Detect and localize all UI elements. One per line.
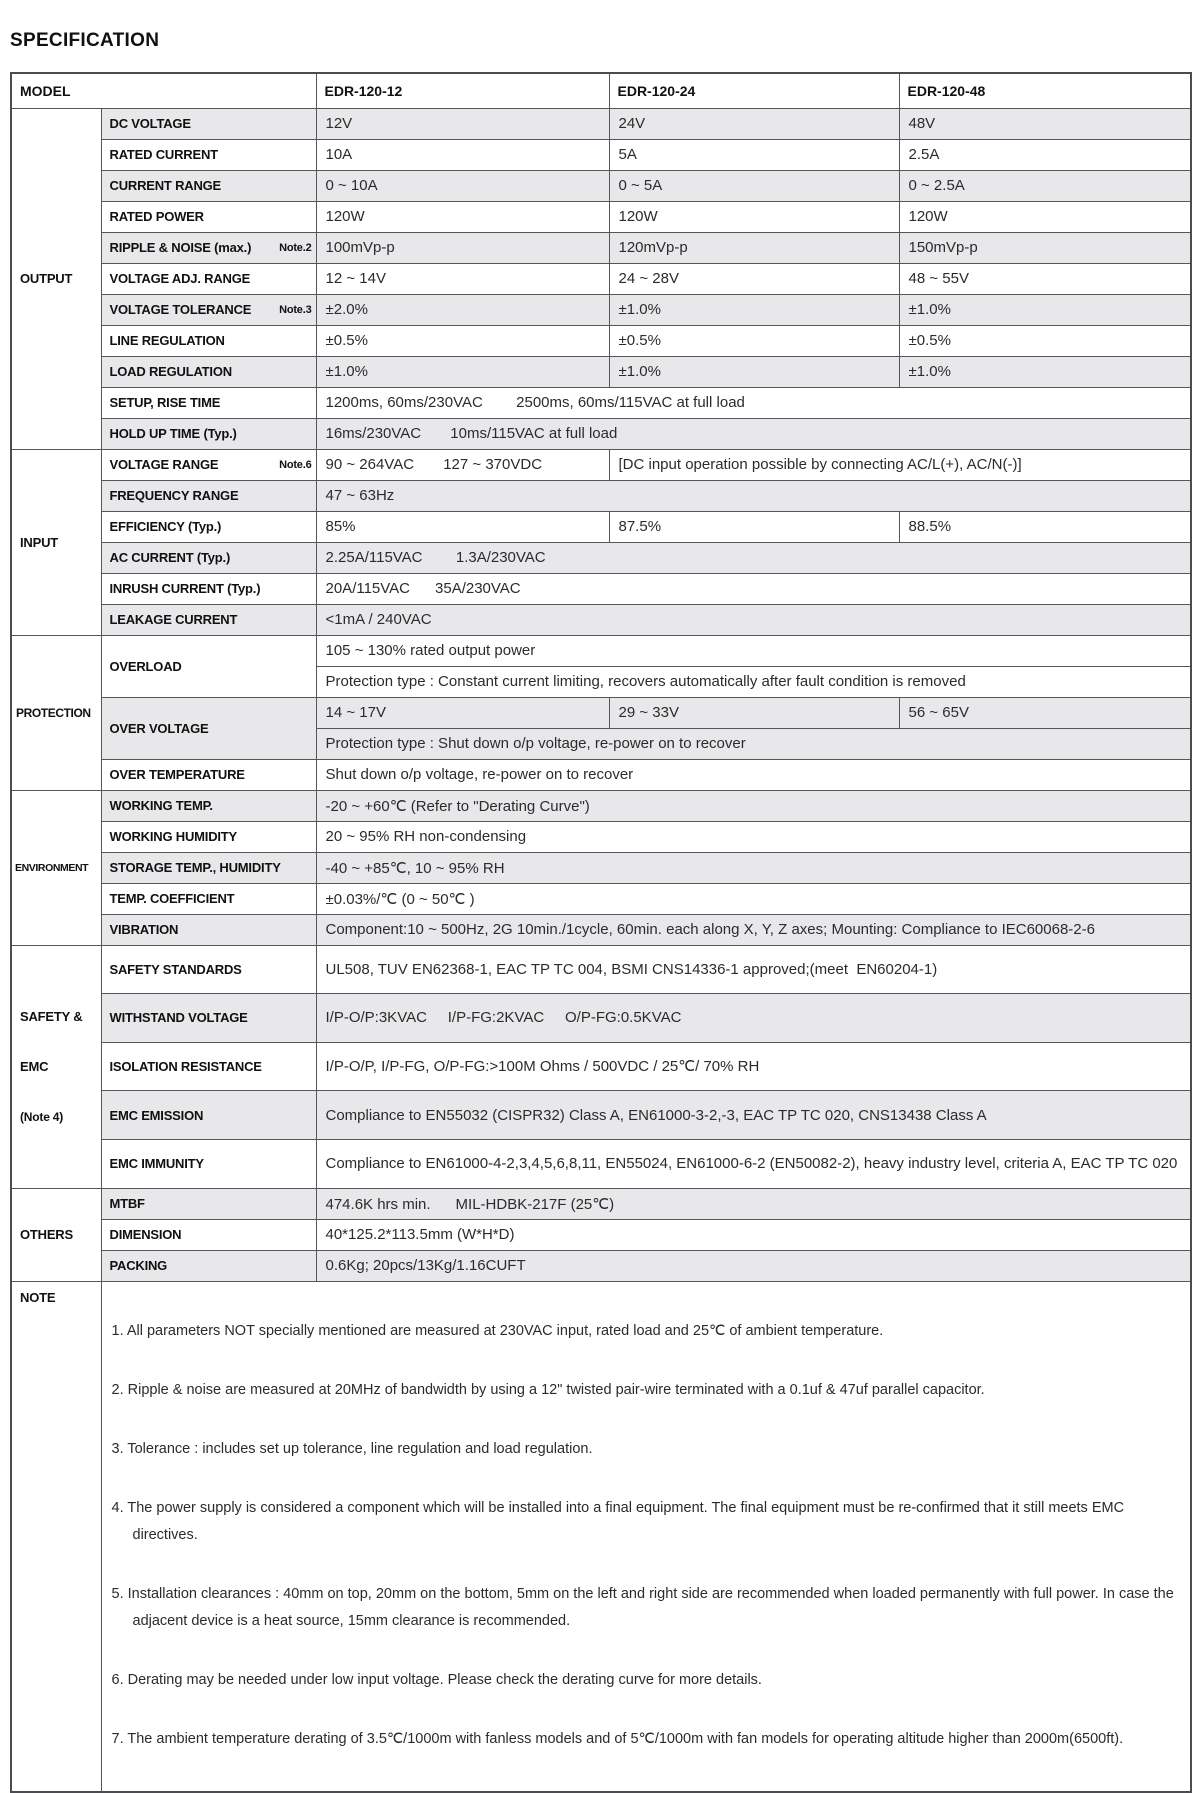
safety-emc-label: SAFETY & EMC (Note 4) (20, 1008, 83, 1124)
group-output: OUTPUT (11, 108, 101, 449)
row-ac-current (11, 542, 1191, 573)
group-environment: ENVIRONMENT (11, 790, 101, 945)
cell-value: 24 ~ 28V (609, 263, 899, 294)
label-ripple-noise: Note.2 RIPPLE & NOISE (max.) (101, 232, 316, 263)
note-ref: Note.6 (279, 459, 312, 471)
note-item-2: 2. Ripple & noise are measured at 20MHz of bandwidth by using a 12" twisted pair-wire terminated with a 0.1uf & 47uf parallel capacitor. (111, 1381, 985, 1398)
row-dimension (11, 1219, 1191, 1250)
label-efficiency: EFFICIENCY (Typ.) (101, 511, 316, 542)
label-dimension: DIMENSION (101, 1219, 316, 1250)
cell-value: 29 ~ 33V (609, 697, 899, 728)
cell-value: 120W (609, 201, 899, 232)
row-current-range (11, 170, 1191, 201)
label-overload: OVERLOAD (101, 635, 316, 697)
row-ripple-noise (11, 232, 1191, 263)
group-safety-emc (11, 945, 101, 1188)
cell-value: I/P-O/P:3KVAC I/P-FG:2KVAC O/P-FG:0.5KVAC (316, 994, 1191, 1043)
row-rated-power (11, 201, 1191, 232)
row-mtbf (11, 1188, 1191, 1219)
row-efficiency (11, 511, 1191, 542)
label-working-temp: WORKING TEMP. (101, 790, 316, 821)
label-emc-immunity: EMC IMMUNITY (101, 1139, 316, 1188)
group-input: INPUT (11, 449, 101, 635)
note-ref: Note.3 (279, 304, 312, 316)
cell-value: 20 ~ 95% RH non-condensing (316, 821, 1191, 852)
row-inrush-current (11, 573, 1191, 604)
cell-value: ±0.03%/℃ (0 ~ 50℃ ) (316, 883, 1191, 914)
cell-value: 0 ~ 10A (316, 170, 609, 201)
row-safety-standards (11, 945, 1191, 994)
page-title: SPECIFICATION (10, 30, 160, 51)
cell-value: 0 ~ 2.5A (899, 170, 1191, 201)
cell-value: 150mVp-p (899, 232, 1191, 263)
cell-value: 88.5% (899, 511, 1191, 542)
model-header-row (11, 73, 1191, 108)
group-others: OTHERS (11, 1188, 101, 1281)
cell-value: ±1.0% (899, 294, 1191, 325)
row-over-voltage-1 (11, 697, 1191, 728)
cell-value: 12V (316, 108, 609, 139)
note-item-1: 1. All parameters NOT specially mentioned are measured at 230VAC input, rated load and 25℃ of ambient temperature. (111, 1322, 884, 1339)
label-withstand-voltage: WITHSTAND VOLTAGE (101, 994, 316, 1043)
cell-value: 5A (609, 139, 899, 170)
cell-value: 0 ~ 5A (609, 170, 899, 201)
cell-value: 16ms/230VAC 10ms/115VAC at full load (316, 418, 1191, 449)
row-rated-current (11, 139, 1191, 170)
cell-value: -20 ~ +60℃ (Refer to "Derating Curve") (316, 790, 1191, 821)
row-emc-emission (11, 1091, 1191, 1140)
note-item-5: 5. Installation clearances : 40mm on top, 20mm on the bottom, 5mm on the left and right side are recommended when loaded permanently with full power. In case the adjacent device is a heat source, 15mm clearance is recommended. (111, 1585, 1174, 1629)
label-line-regulation: LINE REGULATION (101, 325, 316, 356)
row-setup-rise-time (11, 387, 1191, 418)
cell-value: 2.25A/115VAC 1.3A/230VAC (316, 542, 1191, 573)
cell-value: 474.6K hrs min. MIL-HDBK-217F (25℃) (316, 1188, 1191, 1219)
row-temp-coefficient (11, 883, 1191, 914)
label-leakage-current: LEAKAGE CURRENT (101, 604, 316, 635)
cell-value: ±1.0% (899, 356, 1191, 387)
cell-value: <1mA / 240VAC (316, 604, 1191, 635)
row-isolation-resistance (11, 1042, 1191, 1091)
model-label: MODEL (11, 73, 316, 108)
specification-table (10, 72, 1192, 1793)
label-temp-coefficient: TEMP. COEFFICIENT (101, 883, 316, 914)
cell-value: ±1.0% (316, 356, 609, 387)
label-current-range: CURRENT RANGE (101, 170, 316, 201)
cell-value: 120mVp-p (609, 232, 899, 263)
cell-value: 100mVp-p (316, 232, 609, 263)
label-over-temperature: OVER TEMPERATURE (101, 759, 316, 790)
label-storage-temp-humidity: STORAGE TEMP., HUMIDITY (101, 852, 316, 883)
row-overload-1 (11, 635, 1191, 666)
note-item-3: 3. Tolerance : includes set up tolerance, line regulation and load regulation. (111, 1440, 593, 1457)
label-over-voltage: OVER VOLTAGE (101, 697, 316, 759)
label-voltage-range: Note.6 VOLTAGE RANGE (101, 449, 316, 480)
label-dc-voltage: DC VOLTAGE (101, 108, 316, 139)
cell-value: ±2.0% (316, 294, 609, 325)
label-voltage-tolerance: Note.3 VOLTAGE TOLERANCE (101, 294, 316, 325)
cell-value: 87.5% (609, 511, 899, 542)
cell-value: 2.5A (899, 139, 1191, 170)
cell-value: Protection type : Shut down o/p voltage, re-power on to recover (316, 728, 1191, 759)
cell-value: 85% (316, 511, 609, 542)
row-voltage-tolerance (11, 294, 1191, 325)
label-mtbf: MTBF (101, 1188, 316, 1219)
row-vibration (11, 914, 1191, 945)
cell-value: 47 ~ 63Hz (316, 480, 1191, 511)
row-line-regulation (11, 325, 1191, 356)
model-edr-120-48: EDR-120-48 (899, 73, 1191, 108)
cell-value: 1200ms, 60ms/230VAC 2500ms, 60ms/115VAC at full load (316, 387, 1191, 418)
label-hold-up-time: HOLD UP TIME (Typ.) (101, 418, 316, 449)
label-frequency-range: FREQUENCY RANGE (101, 480, 316, 511)
cell-value: Component:10 ~ 500Hz, 2G 10min./1cycle, 60min. each along X, Y, Z axes; Mounting: Compliance to IEC60068-2-6 (316, 914, 1191, 945)
cell-value: 48 ~ 55V (899, 263, 1191, 294)
label-inrush-current: INRUSH CURRENT (Typ.) (101, 573, 316, 604)
note-item-7: 7. The ambient temperature derating of 3.5℃/1000m with fanless models and of 5℃/1000m with fan models for operating altitude higher than 2000m(6500ft). (111, 1730, 1124, 1747)
row-hold-up-time (11, 418, 1191, 449)
cell-value: ±0.5% (316, 325, 609, 356)
row-over-temperature (11, 759, 1191, 790)
row-note (11, 1281, 1191, 1792)
label-rated-power: RATED POWER (101, 201, 316, 232)
cell-value: Compliance to EN61000-4-2,3,4,5,6,8,11, EN55024, EN61000-6-2 (EN50082-2), heavy industry level, criteria A, EAC TP TC 020 (316, 1139, 1191, 1188)
model-edr-120-12: EDR-120-12 (316, 73, 609, 108)
row-working-humidity (11, 821, 1191, 852)
label-ac-current: AC CURRENT (Typ.) (101, 542, 316, 573)
label-working-humidity: WORKING HUMIDITY (101, 821, 316, 852)
group-note: NOTE (11, 1281, 101, 1792)
cell-value: Protection type : Constant current limiting, recovers automatically after fault condition is removed (316, 666, 1191, 697)
note-item-6: 6. Derating may be needed under low input voltage. Please check the derating curve for more details. (111, 1671, 762, 1688)
label-emc-emission: EMC EMISSION (101, 1091, 316, 1140)
cell-value: ±0.5% (609, 325, 899, 356)
row-packing (11, 1250, 1191, 1281)
model-edr-120-24: EDR-120-24 (609, 73, 899, 108)
cell-value: Compliance to EN55032 (CISPR32) Class A, EN61000-3-2,-3, EAC TP TC 020, CNS13438 Class A (316, 1091, 1191, 1140)
cell-value: ±0.5% (899, 325, 1191, 356)
note-list (101, 1281, 1191, 1792)
group-protection: PROTECTION (11, 635, 101, 790)
label-setup-rise-time: SETUP, RISE TIME (101, 387, 316, 418)
row-dc-voltage (11, 108, 1191, 139)
cell-value: 14 ~ 17V (316, 697, 609, 728)
cell-value: 10A (316, 139, 609, 170)
cell-value: ±1.0% (609, 356, 899, 387)
cell-value: -40 ~ +85℃, 10 ~ 95% RH (316, 852, 1191, 883)
note-item-4: 4. The power supply is considered a component which will be installed into a final equipment. The final equipment must be re-confirmed that it still meets EMC directives. (111, 1499, 1125, 1543)
cell-value: 40*125.2*113.5mm (W*H*D) (316, 1219, 1191, 1250)
cell-value: [DC input operation possible by connecting AC/L(+), AC/N(-)] (609, 449, 1191, 480)
cell-value: 120W (316, 201, 609, 232)
cell-value: 20A/115VAC 35A/230VAC (316, 573, 1191, 604)
label-voltage-adj-range: VOLTAGE ADJ. RANGE (101, 263, 316, 294)
row-storage-temp-humidity (11, 852, 1191, 883)
cell-value: 24V (609, 108, 899, 139)
cell-value: I/P-O/P, I/P-FG, O/P-FG:>100M Ohms / 500VDC / 25℃/ 70% RH (316, 1042, 1191, 1091)
cell-value: 105 ~ 130% rated output power (316, 635, 1191, 666)
note-ref: Note.2 (279, 242, 312, 254)
row-voltage-range (11, 449, 1191, 480)
row-leakage-current (11, 604, 1191, 635)
cell-value: UL508, TUV EN62368-1, EAC TP TC 004, BSMI CNS14336-1 approved;(meet EN60204-1) (316, 945, 1191, 994)
cell-value: 56 ~ 65V (899, 697, 1191, 728)
row-working-temp (11, 790, 1191, 821)
row-load-regulation (11, 356, 1191, 387)
label-rated-current: RATED CURRENT (101, 139, 316, 170)
label-vibration: VIBRATION (101, 914, 316, 945)
cell-value: Shut down o/p voltage, re-power on to recover (316, 759, 1191, 790)
row-frequency-range (11, 480, 1191, 511)
cell-value: 48V (899, 108, 1191, 139)
row-voltage-adj-range (11, 263, 1191, 294)
label-packing: PACKING (101, 1250, 316, 1281)
cell-value: 90 ~ 264VAC 127 ~ 370VDC (316, 449, 609, 480)
label-isolation-resistance: ISOLATION RESISTANCE (101, 1042, 316, 1091)
cell-value: ±1.0% (609, 294, 899, 325)
row-emc-immunity (11, 1139, 1191, 1188)
row-withstand-voltage (11, 994, 1191, 1043)
cell-value: 0.6Kg; 20pcs/13Kg/1.16CUFT (316, 1250, 1191, 1281)
cell-value: 12 ~ 14V (316, 263, 609, 294)
cell-value: 120W (899, 201, 1191, 232)
label-load-regulation: LOAD REGULATION (101, 356, 316, 387)
label-safety-standards: SAFETY STANDARDS (101, 945, 316, 994)
